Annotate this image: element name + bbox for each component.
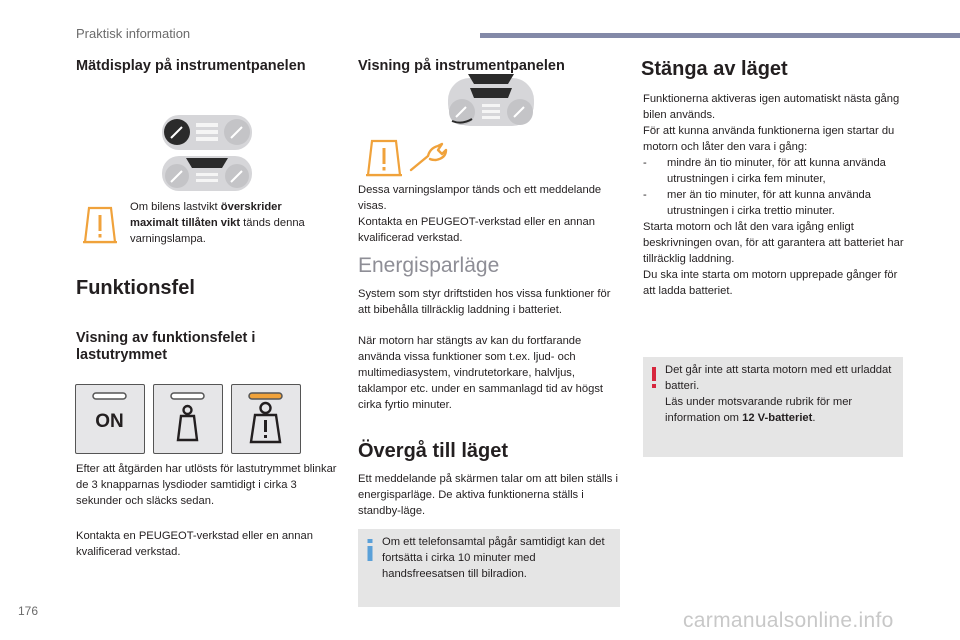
- info-box: [358, 529, 620, 607]
- warning-light-icon: [82, 202, 118, 244]
- load-button-overload: [231, 384, 301, 454]
- panel-para-1: Dessa varningslampor tänds och ett meddelande visas.: [358, 184, 602, 212]
- heading-malfunction: Funktionsfel: [76, 277, 195, 299]
- turnoff-para-4: Du ska inte starta om motorn upprepade gånger för att ladda batteriet.: [643, 269, 898, 297]
- dashboard-icon: [446, 72, 536, 128]
- energy-para-1: System som styr driftstiden hos vissa funktioner för att bibehålla tillräcklig laddning i batteriet.: [358, 288, 611, 316]
- malfunction-para-1: Efter att åtgärden har utlösts för lastutrymmet blinkar de 3 knapparnas lysdioder samtidigt i cirka 3 sekunder och släcks sedan.: [76, 463, 337, 507]
- wrench-icon: [408, 140, 448, 174]
- info-icon: [366, 539, 374, 561]
- heading-malfunction-display: Visning av funktionsfelet i lastutrymmet: [76, 330, 256, 363]
- heading-energy-saving: Energisparläge: [358, 254, 500, 277]
- on-label: ON: [95, 411, 124, 432]
- turnoff-para-3: Starta motorn och låt den vara igång enligt beskrivningen ovan, för att garantera att batteriet har tillräcklig laddning.: [643, 221, 904, 265]
- overload-warning-text: Om bilens lastvikt överskrider maximalt tillåten vikt tänds denna varningslampa.: [130, 201, 305, 245]
- warning-light-icon-2: [364, 137, 404, 177]
- header-accent-bar: [480, 33, 960, 38]
- energy-para-2: När motorn har stängts av kan du fortfarande använda vissa funktioner som t.ex. ljud- och multimediasystem, vindrutetorkare, halvljus, taklampor etc. under en sammanlagd tid av högst cirka fyrtio minuter.: [358, 335, 604, 411]
- info-box-text: Om ett telefonsamtal pågår samtidigt kan det fortsätta i cirka 10 minuter med handsfreesatsen till bilradion.: [382, 536, 605, 580]
- panel-para-2: Kontakta en PEUGEOT-verkstad eller en annan kvalificerad verkstad.: [358, 216, 595, 244]
- heading-load-display: Mätdisplay på instrumentpanelen: [76, 58, 306, 74]
- footer-watermark: carmanualsonline.info: [683, 609, 894, 632]
- turnoff-para-1: Funktionerna aktiveras igen automatiskt nästa gång bilen används.: [643, 93, 900, 121]
- heading-turn-off-mode: Stänga av läget: [641, 58, 788, 80]
- turnoff-list: [643, 155, 908, 219]
- switch-mode-para: Ett meddelande på skärmen talar om att bilen ställs i energisparläge. De aktiva funktionerna ställs i standby-läge.: [358, 473, 618, 517]
- load-button-weight: [153, 384, 223, 454]
- alert-exclamation-icon: [651, 367, 657, 389]
- malfunction-para-2: Kontakta en PEUGEOT-verkstad eller en annan kvalificerad verkstad.: [76, 530, 313, 558]
- list-item: - mindre än tio minuter, för att kunna använda utrustningen i cirka fem minuter,: [643, 157, 886, 185]
- gauge-cluster-icon: [160, 112, 254, 194]
- weight-icon: [154, 385, 221, 452]
- heading-switch-mode: Övergå till läget: [358, 440, 509, 462]
- panel-illustration: [446, 72, 536, 128]
- page-header-title: Praktisk information: [76, 26, 191, 41]
- warning-box: [643, 357, 903, 457]
- load-button-on: [75, 384, 145, 454]
- turnoff-para-2: För att kunna använda funktionerna igen startar du motorn och låter den vara i gång:: [643, 125, 895, 153]
- overload-icon: [232, 385, 299, 452]
- list-item: - mer än tio minuter, för att kunna använda utrustningen i cirka trettio minuter.: [643, 189, 871, 217]
- warning-box-text: Det går inte att starta motorn med ett urladdat batteri. Läs under motsvarande rubrik för mer information om 12 V-batteriet.: [665, 364, 892, 424]
- heading-panel-display: Visning på instrumentpanelen: [358, 58, 565, 74]
- page-number: 176: [18, 604, 39, 618]
- instrument-panel-illustration: [160, 112, 254, 194]
